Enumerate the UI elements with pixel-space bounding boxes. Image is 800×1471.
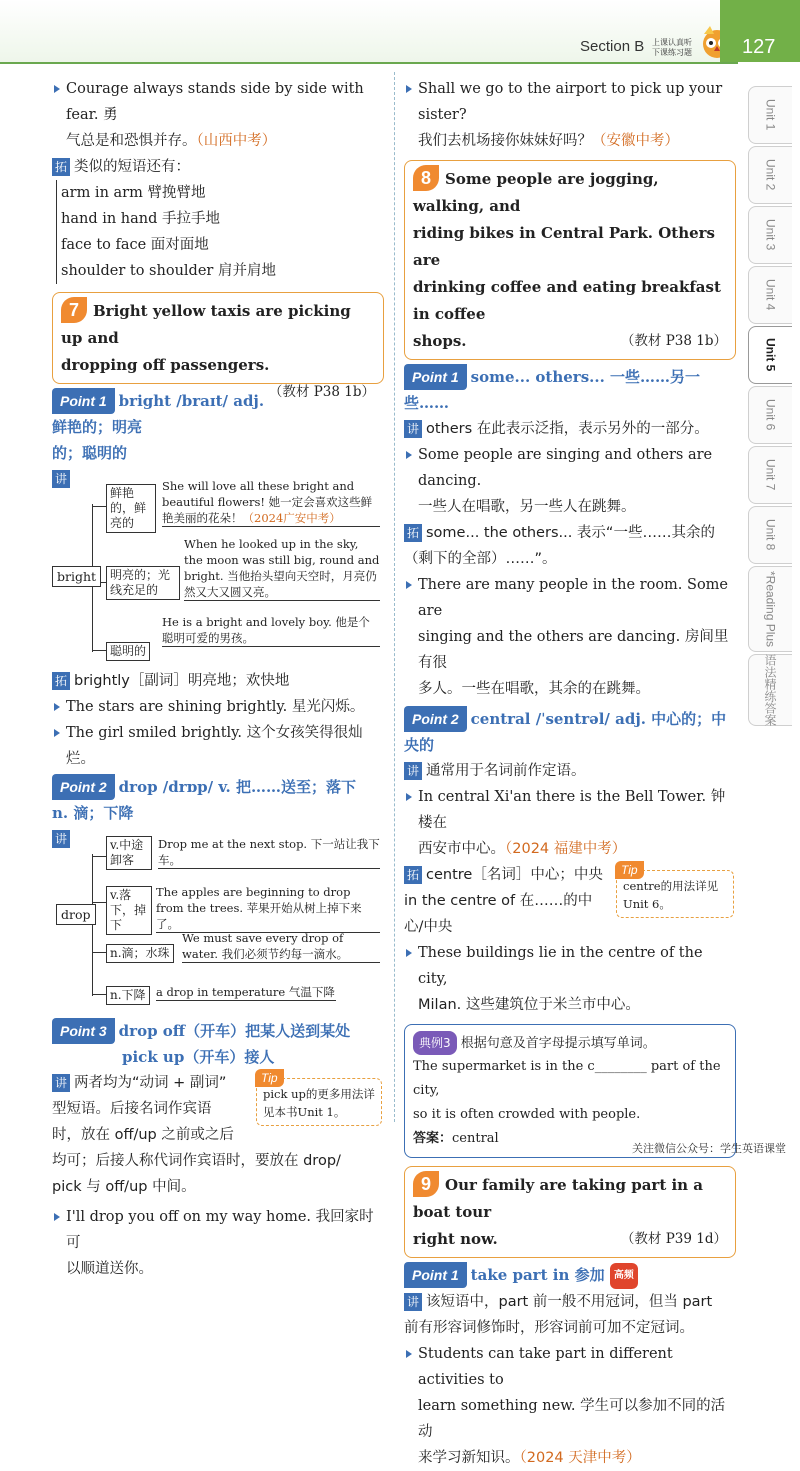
tree-node: 聪明的 bbox=[106, 642, 150, 661]
tab-unit-8[interactable]: Unit 8 bbox=[748, 506, 792, 564]
point-tag: Point 1 bbox=[52, 388, 115, 414]
jiang-icon: 讲 bbox=[404, 1293, 422, 1311]
tree-example: Drop me at the next stop. 下一站让我下车。 bbox=[158, 837, 380, 867]
tab-grammar-answers[interactable]: 语法精练答案 bbox=[748, 654, 792, 726]
frequency-badge: 高频 bbox=[610, 1263, 638, 1289]
tab-reading-plus[interactable]: *Reading Plus bbox=[748, 566, 792, 652]
section-title: Section B bbox=[580, 38, 645, 55]
example-sentence: Shall we go to the airport to pick up your sister? bbox=[404, 76, 736, 128]
point-heading: Point 1 bright /braɪt/ adj. 鲜艳的；明亮 bbox=[52, 388, 384, 440]
extension-note: 拓 brightly［副词］明亮地；欢快地 bbox=[52, 668, 384, 694]
header-rule bbox=[0, 62, 738, 64]
point-tag: Point 2 bbox=[52, 774, 115, 800]
key-sentence-7: 7 Bright yellow taxis are picking up and dropping off passengers. （教材 P38 1b） bbox=[52, 292, 384, 384]
drop-meaning-tree bbox=[52, 837, 384, 1012]
left-column bbox=[52, 72, 384, 1282]
source-note: （2024 天津中考） bbox=[519, 1450, 641, 1466]
tree-example: a drop in temperature 气温下降 bbox=[156, 985, 335, 999]
point-heading-cont: n. 滴；下降 bbox=[52, 804, 134, 822]
page-header bbox=[0, 0, 800, 72]
tip-label: Tip bbox=[615, 861, 644, 879]
point-heading: Point 1 take part in 参加 高频 bbox=[404, 1262, 736, 1289]
right-column: Shall we go to the airport to pick up your sister? 我们去机场接你妹妹好吗？（安徽中考） 8 Some people are jogging, walking, and riding bikes in Central Park. Others are drinking coffee and eating breakfast in coffee shops. （教材 P38 1b） Point 1 some... others... 一些……另一 些…… 讲 others 在此表示泛指，表示另外的一部分。 Some people are singing and others are dancing. 一些人在唱歌，另一些人在跳舞。 拓 some... the others... 表示“一些……其余的 （剩下的全部）……”。 There are many people in the room. Some are singing and the others are dancing. 房间里有很 多人。一些在唱歌，其余的在跳舞。 Point 2 central /ˈsentrəl/ adj. 中心的；中 央的 讲 通常用于名词前作定语。 In central Xi'an there is the Bell Tower. 钟楼在 西安市中心。（2024 福建中考） 拓 centre［名词］中心；中央 in the centre of 在……的中 心/中央 Tip centre的用法详见Unit 6。 These buildings lie in the centre of the city, Milan. 这些建筑位于米兰市中心。 典例3 根据句意及首字母提示填写单词。 The supermarket is in the c________ part of the city, so it is often crowded with people. 答案：central 9 Our family are taking part in a boat tour right now. （教材 P39 1d） Point 1 take part in 参加 高频 讲 该短语中，part 前一般不用冠词，但当 part 前有形容词修饰时，形容词前可加不定冠词。 Students can take part in different activities to learn something new. 学生可以参加不同的活动 来学习新知识。（2024 天津中考） bbox=[404, 72, 736, 1471]
jiang-icon: 讲 bbox=[52, 830, 70, 848]
tree-node: n.滴；水珠 bbox=[106, 944, 174, 963]
point-heading: Point 2 drop /drɒp/ v. 把……送至；落下 bbox=[52, 774, 384, 800]
phrase-item: hand in hand 手拉手地 bbox=[61, 211, 221, 227]
point-tag: Point 3 bbox=[52, 1018, 115, 1044]
example-translation: 来学习新知识。（2024 天津中考） bbox=[418, 1450, 641, 1466]
tuo-icon: 拓 bbox=[52, 672, 70, 690]
tree-example: When he looked up in the sky, the moon was still big, round and bright. 当他抬头望向天空时，月亮仍然又大又圆又亮。 bbox=[184, 537, 380, 599]
tree-root: drop bbox=[56, 904, 96, 925]
point-heading: Point 2 central /ˈsentrəl/ adj. 中心的；中 bbox=[404, 706, 736, 732]
header-slogan: 上课认真听 下课练习题 bbox=[652, 38, 692, 57]
tab-unit-2[interactable]: Unit 2 bbox=[748, 146, 792, 204]
point-tag: Point 1 bbox=[404, 1262, 467, 1288]
source-note: （安徽中考） bbox=[592, 133, 679, 149]
example-sentence: Some people are singing and others are dancing. bbox=[404, 442, 736, 494]
tree-example: We must save every drop of water. 我们必须节约每一滴水。 bbox=[182, 930, 380, 963]
tab-unit-5[interactable]: Unit 5 bbox=[748, 326, 792, 384]
practice-box: 典例3 根据句意及首字母提示填写单词。 The supermarket is in the c________ part of the city, so it is often crowded with people. 答案：central bbox=[404, 1024, 736, 1158]
tree-node: v.中途卸客 bbox=[106, 836, 152, 870]
textbook-ref: （教材 P38 1b） bbox=[620, 333, 727, 349]
key-sentence-8: 8 Some people are jogging, walking, and riding bikes in Central Park. Others are drinking coffee and eating breakfast in coffee shops. （教材 P38 1b） bbox=[404, 160, 736, 360]
page-number: 127 bbox=[720, 0, 800, 62]
jiang-icon: 讲 bbox=[52, 1074, 70, 1092]
example-translation: 以顺道送你。 bbox=[66, 1261, 153, 1277]
tip-label: Tip bbox=[255, 1069, 284, 1087]
point-tag: Point 2 bbox=[404, 706, 467, 732]
tuo-icon: 拓 bbox=[52, 158, 70, 176]
tip-box: Tip centre的用法详见Unit 6。 bbox=[616, 870, 734, 918]
tuo-icon: 拓 bbox=[404, 866, 422, 884]
sentence-number: 8 bbox=[413, 165, 439, 191]
explanation-block: 讲 两者均为“动词 + 副词” 型短语。后接名词作宾语 时，放在 off/up 之前或之后 均可；后接人称代词作宾语时，要放在 drop/ pick 与 off/up 中间。 Tip pick up的更多用法详见本书Unit 1。 bbox=[52, 1070, 384, 1200]
point-heading: Point 1 some... others... 一些……另一 bbox=[404, 364, 736, 390]
textbook-ref: （教材 P38 1b） bbox=[268, 384, 375, 400]
sentence-number: 9 bbox=[413, 1171, 439, 1197]
example-translation: 一些人在唱歌，另一些人在跳舞。 bbox=[418, 499, 636, 515]
tree-node: n.下降 bbox=[106, 986, 150, 1005]
key-sentence-9: 9 Our family are taking part in a boat tour right now. （教材 P39 1d） bbox=[404, 1166, 736, 1258]
tab-unit-3[interactable]: Unit 3 bbox=[748, 206, 792, 264]
point-heading: Point 3 drop off（开车）把某人送到某处 bbox=[52, 1018, 384, 1044]
tree-example: She will love all these bright and beautiful flowers! 她一定会喜欢这些鲜艳美丽的花朵！（2024广安中考） bbox=[162, 478, 380, 527]
example-sentence: Students can take part in different activities to bbox=[404, 1341, 736, 1393]
example-sentence: The stars are shining brightly. 星光闪烁。 bbox=[52, 694, 384, 720]
tuo-icon: 拓 bbox=[404, 524, 422, 542]
point-heading-cont: 的；聪明的 bbox=[52, 444, 128, 462]
textbook-ref: （教材 P39 1d） bbox=[620, 1231, 727, 1247]
example-tag: 典例3 bbox=[413, 1031, 457, 1055]
tab-unit-1[interactable]: Unit 1 bbox=[748, 86, 792, 144]
tree-node: v.落下，掉下 bbox=[106, 886, 152, 935]
point-heading-cont: 些…… bbox=[404, 394, 450, 412]
example-sentence: Courage always stands side by side with fear. 勇 bbox=[52, 76, 384, 128]
point-heading-cont: 央的 bbox=[404, 736, 435, 754]
answer: 答案：central bbox=[413, 1131, 499, 1146]
tab-unit-6[interactable]: Unit 6 bbox=[748, 386, 792, 444]
source-note: （2024 福建中考） bbox=[505, 841, 627, 857]
practice-question: The supermarket is in the c________ part of the city, bbox=[413, 1059, 721, 1098]
centre-note: 拓 centre［名词］中心；中央 in the centre of 在……的中 心/中央 Tip centre的用法详见Unit 6。 bbox=[404, 862, 736, 940]
phrase-list bbox=[56, 180, 384, 284]
jiang-icon: 讲 bbox=[52, 470, 70, 488]
example-sentence: These buildings lie in the centre of the city, bbox=[404, 940, 736, 992]
point-tag: Point 1 bbox=[404, 364, 467, 390]
tab-unit-7[interactable]: Unit 7 bbox=[748, 446, 792, 504]
practice-question-cont: so it is often crowded with people. bbox=[413, 1107, 641, 1122]
jiang-icon: 讲 bbox=[404, 762, 422, 780]
tree-example: The apples are beginning to drop from the trees. 苹果开始从树上掉下来了。 bbox=[156, 884, 380, 933]
example-translation: 气总是和恐惧并存。（山西中考） bbox=[66, 133, 277, 149]
tip-box: Tip pick up的更多用法详见本书Unit 1。 bbox=[256, 1078, 382, 1126]
example-translation: 西安市中心。（2024 福建中考） bbox=[418, 841, 627, 857]
example-sentence: The girl smiled brightly. 这个女孩笑得很灿烂。 bbox=[52, 720, 384, 772]
example-translation: Milan. 这些建筑位于米兰市中心。 bbox=[418, 997, 640, 1013]
point-heading-cont: pick up（开车）接人 bbox=[122, 1048, 275, 1066]
sentence-number: 7 bbox=[61, 297, 87, 323]
phrase-item: face to face 面对面地 bbox=[61, 237, 209, 253]
source-note: （山西中考） bbox=[196, 133, 277, 149]
jiang-icon: 讲 bbox=[404, 420, 422, 438]
extension-note: 拓 类似的短语还有： bbox=[52, 154, 384, 180]
tree-root: bright bbox=[52, 566, 101, 587]
column-divider bbox=[394, 72, 395, 1122]
tree-example: He is a bright and lovely boy. 他是个聪明可爱的男孩。 bbox=[162, 614, 380, 647]
footer-note: 关注微信公众号：学生英语课堂 bbox=[632, 1142, 786, 1155]
example-sentence: I'll drop you off on my way home. 我回家时可 bbox=[52, 1204, 384, 1256]
tree-node: 明亮的；光线充足的 bbox=[106, 566, 180, 600]
example-sentence: There are many people in the room. Some are bbox=[404, 572, 736, 624]
example-sentence: In central Xi'an there is the Bell Tower. 钟楼在 bbox=[404, 784, 736, 836]
phrase-item: shoulder to shoulder 肩并肩地 bbox=[61, 263, 276, 279]
phrase-item: arm in arm 臂挽臂地 bbox=[61, 185, 206, 201]
example-translation: 我们去机场接你妹妹好吗？（安徽中考） bbox=[418, 133, 679, 149]
tab-unit-4[interactable]: Unit 4 bbox=[748, 266, 792, 324]
bright-meaning-tree bbox=[52, 479, 384, 668]
tree-node: 鲜艳的，鲜亮的 bbox=[106, 484, 156, 533]
unit-tabs bbox=[748, 86, 792, 728]
